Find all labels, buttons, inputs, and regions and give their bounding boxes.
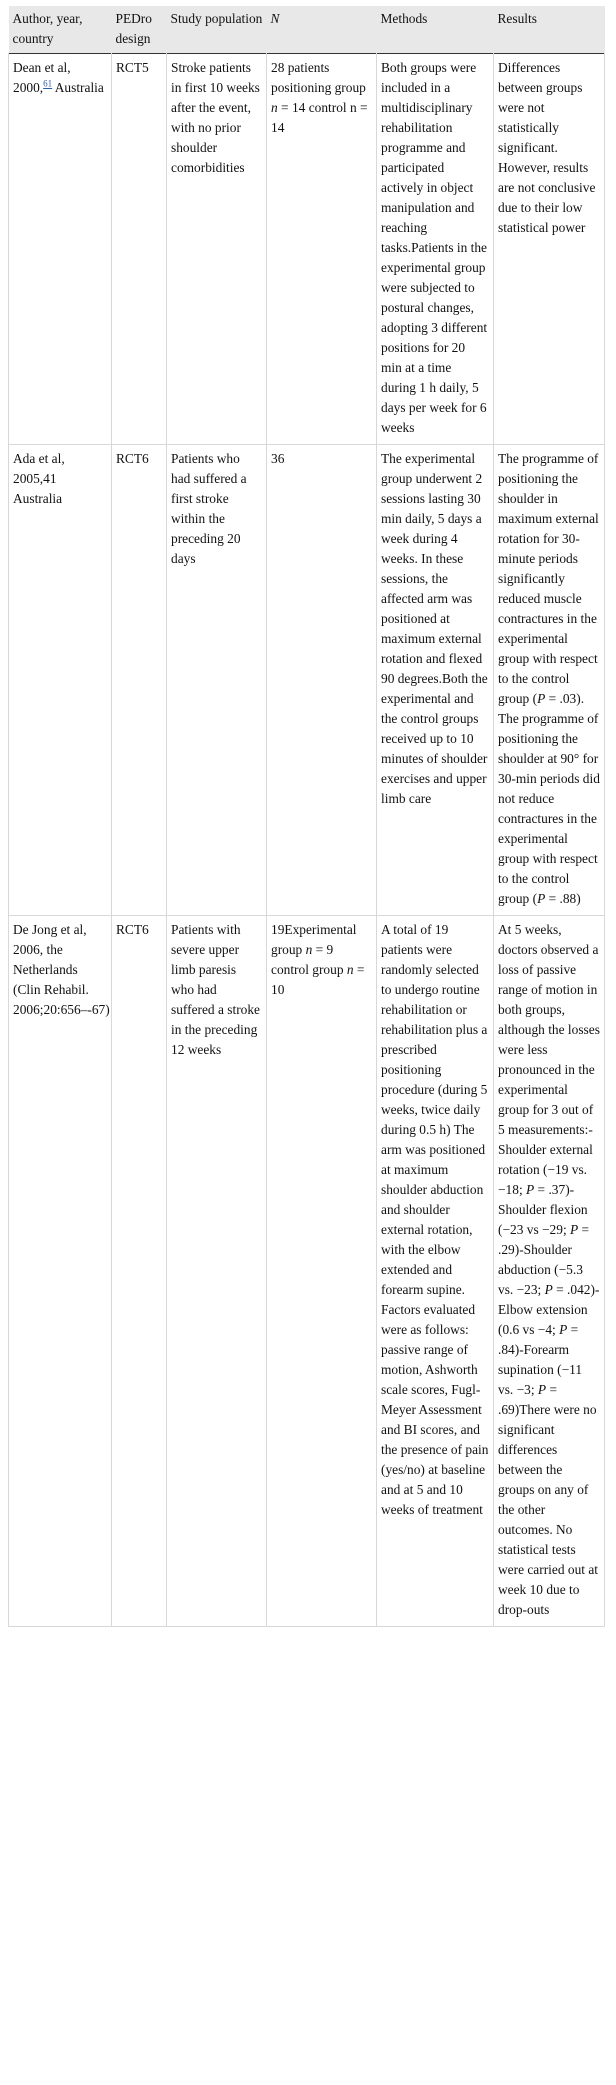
header-population: Study population xyxy=(167,6,267,54)
table-row xyxy=(9,445,605,916)
cell-design: RCT5 xyxy=(112,54,167,445)
cell-methods: The experimental group underwent 2 sessions lasting 30 min daily, 5 days a week during 4 weeks. In these sessions, the affected arm was positioned at maximum external rotation and flexed 90 degrees.Both the experimental and the control groups received up to 10 minutes of shoulder exercises and upper limb care xyxy=(377,445,494,916)
cell-results: The programme of positioning the shoulder in maximum external rotation for 30-minute periods significantly reduced muscle contractures in the experimental group with respect to the control group (P = .03). The programme of positioning the shoulder at 90° for 30-min periods did not reduce contractures in the experimental group with respect to the control group (P = .88) xyxy=(494,445,605,916)
cell-n: 28 patients positioning group n = 14 control n = 14 xyxy=(267,54,377,445)
cell-results: Differences between groups were not statistically significant. However, results are not conclusive due to their low statistical power xyxy=(494,54,605,445)
cell-design: RCT6 xyxy=(112,916,167,1627)
header-design: PEDro design xyxy=(112,6,167,54)
header-results: Results xyxy=(494,6,605,54)
cell-methods: Both groups were included in a multidisciplinary rehabilitation programme and participated actively in object manipulation and reaching tasks.Patients in the experimental group were subjected to postural changes, adopting 3 different positions for 20 min at a time during 1 h daily, 5 days per week for 6 weeks xyxy=(377,54,494,445)
cell-population: Patients with severe upper limb paresis who had suffered a stroke in the preceding 12 weeks xyxy=(167,916,267,1627)
cell-author: Ada et al, 2005,41 Australia xyxy=(9,445,112,916)
cell-methods: A total of 19 patients were randomly selected to undergo routine rehabilitation or rehabilitation plus a prescribed positioning procedure (during 5 weeks, twice daily during 0.5 h) The arm was positioned at maximum shoulder abduction and shoulder external rotation, with the elbow extended and forearm supine. Factors evaluated were as follows: passive range of motion, Ashworth scale scores, Fugl-Meyer Assessment and BI scores, and the presence of pain (yes/no) at baseline and at 5 and 10 weeks of treatment xyxy=(377,916,494,1627)
cell-population: Patients who had suffered a first stroke within the preceding 20 days xyxy=(167,445,267,916)
cell-population: Stroke patients in first 10 weeks after the event, with no prior shoulder comorbidities xyxy=(167,54,267,445)
table-row xyxy=(9,916,605,1627)
cell-n: 36 xyxy=(267,445,377,916)
studies-table xyxy=(8,6,605,1627)
cell-n: 19Experimental group n = 9 control group n = 10 xyxy=(267,916,377,1627)
table-header xyxy=(9,6,605,54)
header-author: Author, year, country xyxy=(9,6,112,54)
table-container xyxy=(8,6,604,1627)
cell-author: De Jong et al, 2006, the Netherlands (Clin Rehabil. 2006;20:656–-67) xyxy=(9,916,112,1627)
cell-author: Dean et al, 2000,61 Australia xyxy=(9,54,112,445)
header-n: N xyxy=(267,6,377,54)
cell-results: At 5 weeks, doctors observed a loss of passive range of motion in both groups, although the losses were less pronounced in the experimental group for 3 out of 5 measurements:-Shoulder external rotation (−19 vs. −18; P = .37)-Shoulder flexion (−23 vs −29; P = .29)-Shoulder abduction (−5.3 vs. −23; P = .042)-Elbow extension (0.6 vs −4; P = .84)-Forearm supination (−11 vs. −3; P = .69)There were no significant differences between the groups on any of the other outcomes. No statistical tests were carried out at week 10 due to drop-outs xyxy=(494,916,605,1627)
table-row xyxy=(9,54,605,445)
reference-link[interactable]: 61 xyxy=(43,78,53,89)
header-methods: Methods xyxy=(377,6,494,54)
cell-design: RCT6 xyxy=(112,445,167,916)
